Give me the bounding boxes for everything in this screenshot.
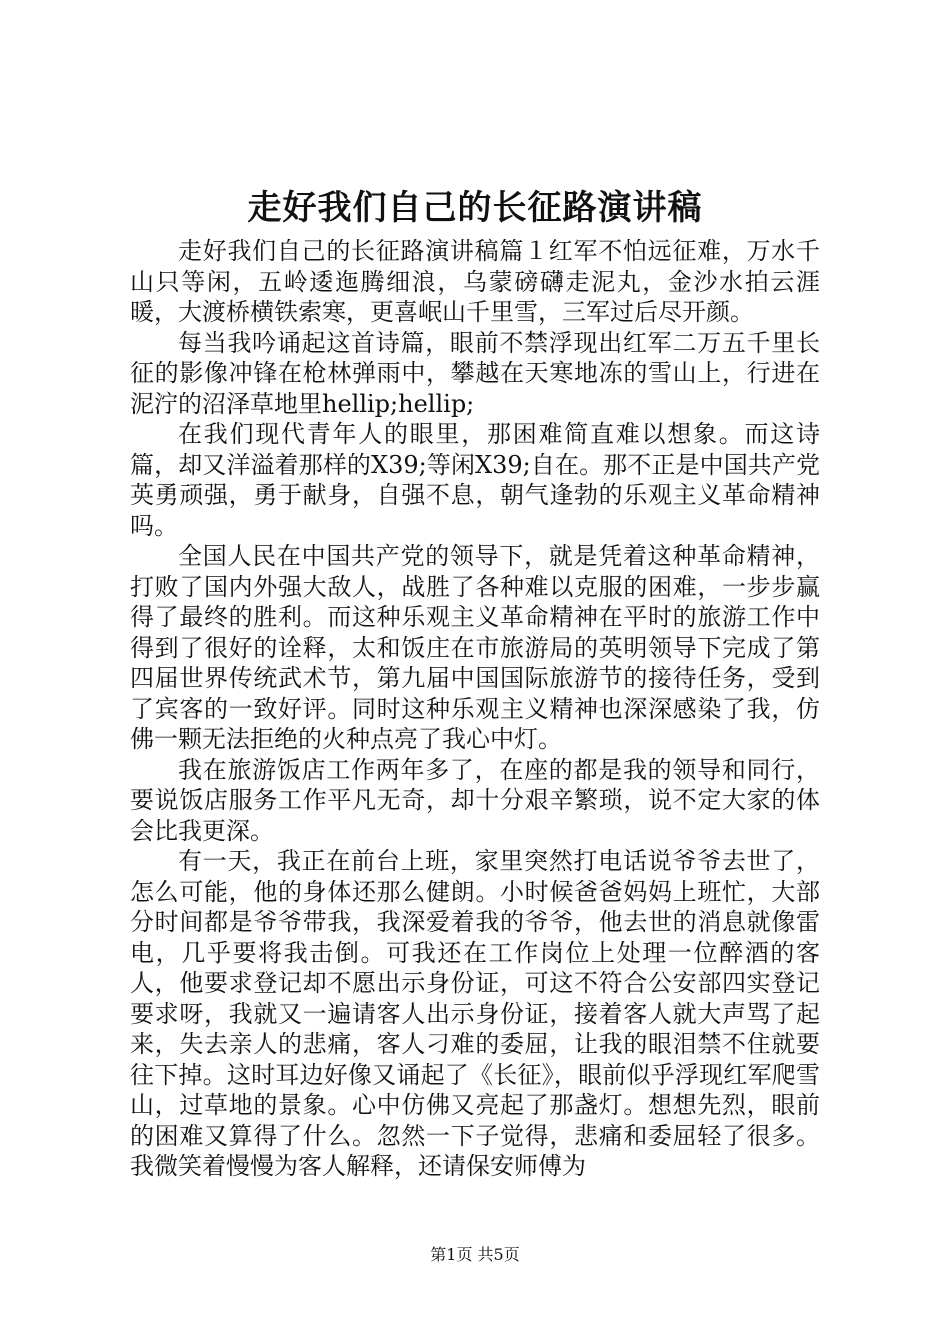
paragraph: 全国人民在中国共产党的领导下，就是凭着这种革命精神，打败了国内外强大敌人，战胜了各种难以克服的困难，一步步赢得了最终的胜利。而这种乐观主义革命精神在平时的旅游工作中得到了很好的诠释，太和饭庄在市旅游局的英明领导下完成了第四届世界传统武术节，第九届中国国际旅游节的接待任务，受到了宾客的一致好评。同时这种乐观主义精神也深深感染了我，仿佛一颗无法拒绝的火种点亮了我心中灯。 [130,542,820,753]
paragraph: 我在旅游饭店工作两年多了，在座的都是我的领导和同行，要说饭店服务工作平凡无奇，却十分艰辛繁琐，说不定大家的体会比我更深。 [130,755,820,845]
paragraph: 在我们现代青年人的眼里，那困难简直难以想象。而这诗篇，却又洋溢着那样的X39;等闲X39;自在。那不正是中国共产党英勇顽强，勇于献身，自强不息，朝气逢勃的乐观主义革命精神吗。 [130,420,820,540]
paragraph: 走好我们自己的长征路演讲稿篇１红军不怕远征难，万水千山只等闲，五岭逶迤腾细浪，乌蒙磅礴走泥丸，金沙水拍云涯暖，大渡桥横铁索寒，更喜岷山千里雪，三军过后尽开颜。 [130,237,820,326]
document-title: 走好我们自己的长征路演讲稿 [247,188,703,228]
page-footer: 第1页 共5页 [430,1245,520,1264]
paragraph: 每当我吟诵起这首诗篇，眼前不禁浮现出红军二万五千里长征的影像冲锋在枪林弹雨中，攀越在天寒地冻的雪山上，行进在泥泞的沼泽草地里hellip;hellip; [130,328,820,418]
document-body [130,236,820,1182]
paragraph: 有一天，我正在前台上班，家里突然打电话说爷爷去世了，怎么可能，他的身体还那么健朗。小时候爸爸妈妈上班忙，大部分时间都是爷爷带我，我深爱着我的爷爷，他去世的消息就像雷电，几乎要将我击倒。可我还在工作岗位上处理一位醉酒的客人，他要求登记却不愿出示身份证，可这不符合公安部四实登记要求呀，我就又一遍请客人出示身份证，接着客人就大声骂了起来，失去亲人的悲痛，客人刁难的委屈，让我的眼泪禁不住就要往下掉。这时耳边好像又诵起了《长征》，眼前似乎浮现红军爬雪山，过草地的景象。心中仿佛又亮起了那盏灯。想想先烈，眼前的困难又算得了什么。忽然一下子觉得，悲痛和委屈轻了很多。我微笑着慢慢为客人解释，还请保安师傅为 [130,847,820,1180]
